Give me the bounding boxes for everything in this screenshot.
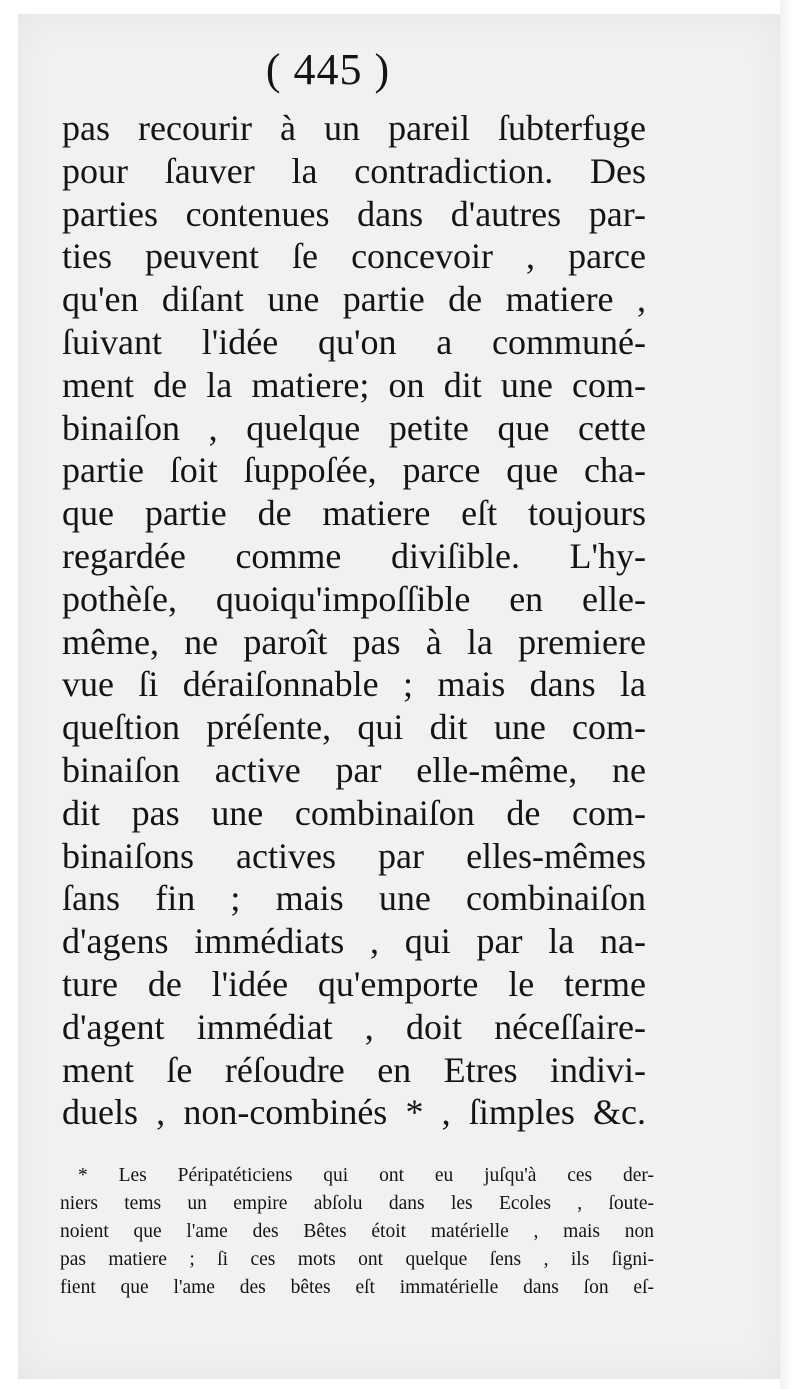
text-line: partie ſoit ſuppoſée, parce que cha- [62, 450, 646, 491]
text-line: regardée comme diviſible. L'hy- [62, 535, 646, 576]
text-line: ſans fin ; mais une combinaiſon [62, 878, 646, 919]
text-line: binaiſons actives par elles-mêmes [62, 835, 646, 876]
text-line: pas recourir à un pareil ſubterfuge [62, 108, 646, 148]
text-line: d'agens immédiats , qui par la na- [62, 921, 646, 962]
text-line: parties contenues dans d'autres par- [62, 193, 646, 234]
footnote-line: niers tems un empire abſolu dans les Ecoles , ſoute- [60, 1193, 654, 1214]
book-page [18, 14, 780, 1379]
text-line: qu'en diſant une partie de matiere , [62, 279, 646, 320]
text-line: vue ſi déraiſonnable ; mais dans la [62, 664, 646, 705]
text-line: d'agent immédiat , doit néceſſaire- [62, 1006, 646, 1047]
footnote-line: pas matiere ; ſi ces mots ont quelque ſens , ils ſigni- [60, 1249, 654, 1270]
text-line: même, ne paroît pas à la premiere [62, 621, 646, 662]
text-line: dit pas une combinaiſon de com- [62, 792, 646, 833]
footnote [60, 1162, 654, 1302]
footnote-line: fient que l'ame des bêtes eſt immatérielle dans ſon eſ- [60, 1277, 654, 1298]
text-line: duels , non-combinés * , ſimples &c. [62, 1092, 646, 1133]
text-line: queſtion préſente, qui dit une com- [62, 707, 646, 748]
page-edge [780, 0, 800, 1389]
text-line: ment de la matiere; on dit une com- [62, 364, 646, 405]
page-number: ( 445 ) [265, 45, 391, 94]
text-line: ſuivant l'idée qu'on a communé- [62, 321, 646, 362]
text-line: pothèſe, quoiqu'impoſſible en elle- [62, 578, 646, 619]
text-line: ture de l'idée qu'emporte le terme [62, 963, 646, 1004]
text-line: ties peuvent ſe concevoir , parce [62, 236, 646, 277]
text-line: binaiſon active par elle-même, ne [62, 749, 646, 790]
footnote-line: * Les Péripatéticiens qui ont eu juſqu'à ces der- [78, 1165, 654, 1186]
text-line: que partie de matiere eſt toujours [62, 493, 646, 534]
text-line: ment ſe réſoudre en Etres indivi- [62, 1049, 646, 1090]
text-line: binaiſon , quelque petite que cette [62, 407, 646, 448]
footnote-line: noient que l'ame des Bêtes étoit matérielle , mais non [60, 1221, 654, 1242]
text-line: pour ſauver la contradiction. Des [62, 150, 646, 191]
main-text [62, 107, 646, 1134]
